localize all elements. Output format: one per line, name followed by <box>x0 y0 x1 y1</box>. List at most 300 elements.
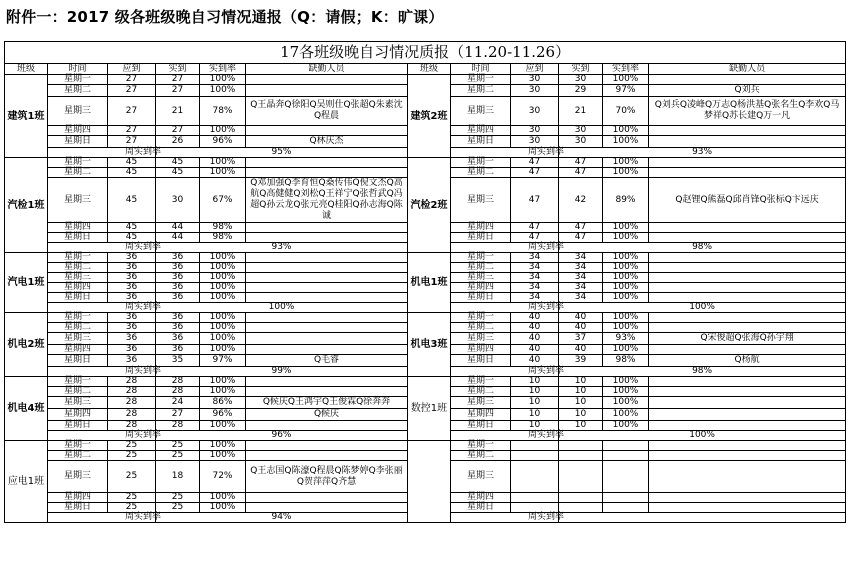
day-cell: 星期二 <box>451 323 511 333</box>
present-cell: 27 <box>156 126 200 136</box>
day-cell: 星期一 <box>48 75 108 85</box>
absent-cell <box>649 263 846 273</box>
day-cell: 星期二 <box>48 85 108 97</box>
absent-cell: Q王志国Q陈濠Q程晨Q陈梦婷Q李张丽Q贺萍萍Q齐慧 <box>246 461 408 493</box>
present-cell: 36 <box>156 333 200 345</box>
expected-cell: 36 <box>108 323 156 333</box>
day-cell: 星期四 <box>48 409 108 421</box>
day-cell: 星期一 <box>451 158 511 168</box>
rate-cell: 100% <box>200 168 246 178</box>
present-cell: 40 <box>559 323 603 333</box>
absent-cell: Q杨航 <box>649 355 846 367</box>
absent-cell <box>649 168 846 178</box>
absent-cell <box>649 75 846 85</box>
rate-cell: 100% <box>200 345 246 355</box>
rate-cell: 100% <box>200 313 246 323</box>
expected-cell: 28 <box>108 387 156 397</box>
expected-cell <box>511 441 559 451</box>
day-cell: 星期四 <box>48 493 108 503</box>
rate-cell: 100% <box>603 421 649 431</box>
present-cell: 25 <box>156 441 200 451</box>
weekly-rate-label <box>48 512 162 523</box>
present-cell: 44 <box>156 223 200 233</box>
table-row <box>5 75 846 85</box>
header-time: 时间 <box>48 64 108 75</box>
rate-cell: 100% <box>200 377 246 387</box>
present-cell: 40 <box>559 345 603 355</box>
present-cell: 34 <box>559 293 603 303</box>
header-rate: 实到率 <box>200 64 246 75</box>
absent-cell <box>246 158 408 168</box>
present-cell: 10 <box>559 409 603 421</box>
day-cell: 星期二 <box>48 387 108 397</box>
rate-cell: 100% <box>200 493 246 503</box>
day-cell: 星期四 <box>48 223 108 233</box>
table-row <box>5 253 846 263</box>
present-cell: 10 <box>559 397 603 409</box>
expected-cell: 47 <box>511 223 559 233</box>
rate-cell: 100% <box>603 253 649 263</box>
day-cell: 星期四 <box>451 223 511 233</box>
present-cell: 30 <box>559 136 603 148</box>
absent-cell <box>649 377 846 387</box>
present-cell: 21 <box>559 97 603 126</box>
expected-cell: 40 <box>511 355 559 367</box>
rate-cell: 100% <box>603 233 649 243</box>
rate-cell: 100% <box>200 126 246 136</box>
absent-cell <box>246 283 408 293</box>
present-cell: 28 <box>156 421 200 431</box>
weekly-rate-label-text: 周实到率 <box>125 147 162 157</box>
absent-cell <box>649 409 846 421</box>
absent-cell: Q候庆Q王鸿宇Q王俊霖Q徐奔奔 <box>246 397 408 409</box>
weekly-rate-label <box>48 366 162 377</box>
weekly-rate-label-text: 周实到率 <box>528 512 565 522</box>
absent-cell <box>649 461 846 493</box>
rate-cell: 100% <box>603 397 649 409</box>
present-cell: 34 <box>559 253 603 263</box>
rate-cell: 100% <box>603 283 649 293</box>
present-cell <box>559 451 603 461</box>
day-cell: 星期日 <box>48 233 108 243</box>
present-cell: 39 <box>559 355 603 367</box>
expected-cell: 45 <box>108 158 156 168</box>
absent-cell <box>246 293 408 303</box>
header-expected: 应到 <box>511 64 559 75</box>
class-name-cell: 汽电1班 <box>5 253 48 313</box>
day-cell: 星期三 <box>451 97 511 126</box>
absent-cell <box>246 345 408 355</box>
day-cell: 星期日 <box>48 355 108 367</box>
day-cell: 星期四 <box>48 126 108 136</box>
present-cell: 37 <box>559 333 603 345</box>
rate-cell: 100% <box>200 85 246 97</box>
rate-cell: 98% <box>200 223 246 233</box>
expected-cell: 25 <box>108 441 156 451</box>
present-cell <box>559 441 603 451</box>
day-cell: 星期三 <box>48 97 108 126</box>
expected-cell <box>511 461 559 493</box>
weekly-rate-value <box>559 513 846 523</box>
day-cell: 星期一 <box>48 158 108 168</box>
day-cell: 星期二 <box>48 323 108 333</box>
day-cell: 星期日 <box>48 293 108 303</box>
weekly-rate-label-text: 周实到率 <box>125 512 162 522</box>
present-cell: 27 <box>156 409 200 421</box>
expected-cell: 40 <box>511 323 559 333</box>
rate-cell: 86% <box>200 397 246 409</box>
absent-cell <box>649 283 846 293</box>
weekly-rate-label <box>451 302 565 313</box>
rate-cell: 72% <box>200 461 246 493</box>
absent-cell <box>649 293 846 303</box>
rate-cell: 100% <box>603 409 649 421</box>
present-cell: 40 <box>559 313 603 323</box>
rate-cell <box>603 461 649 493</box>
rate-cell: 100% <box>200 253 246 263</box>
day-cell: 星期三 <box>451 397 511 409</box>
present-cell: 47 <box>559 223 603 233</box>
expected-cell: 47 <box>511 158 559 168</box>
day-cell: 星期三 <box>48 178 108 223</box>
absent-cell <box>649 345 846 355</box>
present-cell: 25 <box>156 503 200 513</box>
weekly-rate-label <box>451 430 565 441</box>
present-cell: 30 <box>156 178 200 223</box>
expected-cell: 10 <box>511 387 559 397</box>
header-absent: 缺勤人员 <box>649 64 846 75</box>
day-cell: 星期三 <box>48 273 108 283</box>
day-cell: 星期二 <box>48 263 108 273</box>
present-cell: 10 <box>559 377 603 387</box>
absent-cell: Q刘兵 <box>649 85 846 97</box>
present-cell: 36 <box>156 345 200 355</box>
day-cell: 星期二 <box>451 263 511 273</box>
rate-cell: 100% <box>603 313 649 323</box>
absent-cell: Q宋俊超Q张海Q孙宇翔 <box>649 333 846 345</box>
expected-cell: 47 <box>511 233 559 243</box>
present-cell: 47 <box>559 168 603 178</box>
expected-cell: 27 <box>108 75 156 85</box>
absent-cell <box>246 313 408 323</box>
expected-cell: 25 <box>108 461 156 493</box>
absent-cell <box>649 441 846 451</box>
expected-cell: 36 <box>108 313 156 323</box>
present-cell: 34 <box>559 263 603 273</box>
present-cell <box>559 461 603 493</box>
rate-cell: 100% <box>603 126 649 136</box>
rate-cell: 98% <box>200 233 246 243</box>
class-name-cell: 建筑1班 <box>5 75 48 158</box>
absent-cell <box>246 233 408 243</box>
day-cell: 星期二 <box>451 451 511 461</box>
expected-cell: 25 <box>108 493 156 503</box>
rate-cell: 89% <box>603 178 649 223</box>
present-cell: 35 <box>156 355 200 367</box>
header-present: 实到 <box>559 64 603 75</box>
class-name-cell: 汽检2班 <box>408 158 451 253</box>
absent-cell <box>246 377 408 387</box>
expected-cell: 34 <box>511 283 559 293</box>
expected-cell <box>511 493 559 503</box>
present-cell <box>559 503 603 513</box>
day-cell: 星期日 <box>48 503 108 513</box>
absent-cell <box>246 75 408 85</box>
rate-cell: 96% <box>200 409 246 421</box>
absent-cell: Q刘兵Q凌峰Q万志Q杨洪基Q张名生Q李欢Q马梦祥Q苏长建Q万一凡 <box>649 97 846 126</box>
absent-cell: Q王晶奔Q徐阳Q吴则仕Q张超Q朱素沈Q程晨 <box>246 97 408 126</box>
day-cell: 星期日 <box>48 136 108 148</box>
day-cell: 星期日 <box>451 355 511 367</box>
expected-cell: 28 <box>108 397 156 409</box>
expected-cell: 30 <box>511 75 559 85</box>
class-name-cell: 数控1班 <box>408 377 451 441</box>
expected-cell: 40 <box>511 345 559 355</box>
day-cell: 星期二 <box>451 168 511 178</box>
day-cell: 星期四 <box>451 345 511 355</box>
expected-cell: 28 <box>108 421 156 431</box>
rate-cell: 100% <box>603 75 649 85</box>
day-cell: 星期日 <box>451 233 511 243</box>
rate-cell: 70% <box>603 97 649 126</box>
rate-cell: 100% <box>200 158 246 168</box>
day-cell: 星期四 <box>48 283 108 293</box>
absent-cell <box>649 223 846 233</box>
expected-cell: 25 <box>108 451 156 461</box>
day-cell: 星期三 <box>451 333 511 345</box>
rate-cell: 100% <box>200 283 246 293</box>
weekly-rate-label <box>48 430 162 441</box>
present-cell: 27 <box>156 85 200 97</box>
expected-cell: 27 <box>108 85 156 97</box>
absent-cell: Q赵锂Q熊磊Q邱肖锋Q张标Q卞远庆 <box>649 178 846 223</box>
rate-cell: 100% <box>603 168 649 178</box>
day-cell: 星期一 <box>48 377 108 387</box>
day-cell: 星期三 <box>451 461 511 493</box>
day-cell: 星期三 <box>48 397 108 409</box>
header-rate: 实到率 <box>603 64 649 75</box>
present-cell: 30 <box>559 75 603 85</box>
day-cell: 星期日 <box>451 136 511 148</box>
table-row <box>5 377 846 387</box>
expected-cell: 36 <box>108 283 156 293</box>
present-cell: 44 <box>156 233 200 243</box>
absent-cell <box>246 421 408 431</box>
day-cell: 星期一 <box>48 313 108 323</box>
weekly-rate-label <box>451 366 565 377</box>
expected-cell: 36 <box>108 355 156 367</box>
table-row <box>5 158 846 168</box>
class-name-cell: 建筑2班 <box>408 75 451 158</box>
present-cell: 29 <box>559 85 603 97</box>
weekly-rate-label-text: 周实到率 <box>528 430 565 440</box>
rate-cell: 100% <box>200 387 246 397</box>
rate-cell: 100% <box>603 273 649 283</box>
rate-cell <box>603 441 649 451</box>
expected-cell: 30 <box>511 85 559 97</box>
class-name-cell: 机电3班 <box>408 313 451 377</box>
header-class: 班级 <box>5 64 48 75</box>
absent-cell <box>246 263 408 273</box>
day-cell: 星期四 <box>451 409 511 421</box>
present-cell: 18 <box>156 461 200 493</box>
rate-cell: 97% <box>200 355 246 367</box>
class-name-cell: 机电2班 <box>5 313 48 377</box>
rate-cell: 67% <box>200 178 246 223</box>
weekly-rate-value: 99% <box>156 367 408 377</box>
weekly-rate-label <box>451 147 565 158</box>
expected-cell: 36 <box>108 263 156 273</box>
absent-cell <box>649 397 846 409</box>
present-cell: 28 <box>156 377 200 387</box>
expected-cell: 10 <box>511 409 559 421</box>
header-row <box>5 64 846 75</box>
header-time: 时间 <box>451 64 511 75</box>
rate-cell: 78% <box>200 97 246 126</box>
class-name-cell: 汽检1班 <box>5 158 48 253</box>
absent-cell <box>246 441 408 451</box>
absent-cell <box>649 158 846 168</box>
absent-cell <box>246 323 408 333</box>
day-cell: 星期一 <box>451 75 511 85</box>
rate-cell: 100% <box>603 345 649 355</box>
rate-cell: 100% <box>603 223 649 233</box>
rate-cell: 100% <box>200 421 246 431</box>
absent-cell <box>246 451 408 461</box>
expected-cell: 36 <box>108 293 156 303</box>
expected-cell: 36 <box>108 253 156 263</box>
present-cell: 25 <box>156 493 200 503</box>
day-cell: 星期一 <box>48 441 108 451</box>
day-cell: 星期一 <box>451 313 511 323</box>
day-cell: 星期一 <box>48 253 108 263</box>
absent-cell <box>246 168 408 178</box>
present-cell: 47 <box>559 233 603 243</box>
absent-cell: Q候庆 <box>246 409 408 421</box>
absent-cell <box>649 233 846 243</box>
expected-cell: 34 <box>511 253 559 263</box>
day-cell: 星期一 <box>451 253 511 263</box>
present-cell: 36 <box>156 293 200 303</box>
rate-cell: 97% <box>603 85 649 97</box>
present-cell: 25 <box>156 451 200 461</box>
absent-cell <box>649 313 846 323</box>
present-cell: 28 <box>156 387 200 397</box>
rate-cell <box>603 451 649 461</box>
day-cell: 星期四 <box>451 493 511 503</box>
weekly-rate-label-text: 周实到率 <box>528 366 565 376</box>
class-name-cell <box>408 441 451 523</box>
rate-cell: 100% <box>603 377 649 387</box>
present-cell: 36 <box>156 323 200 333</box>
present-cell: 42 <box>559 178 603 223</box>
weekly-rate-value: 93% <box>156 243 408 253</box>
expected-cell: 28 <box>108 409 156 421</box>
absent-cell <box>246 333 408 345</box>
absent-cell: Q林庆杰 <box>246 136 408 148</box>
absent-cell <box>649 387 846 397</box>
header-present: 实到 <box>156 64 200 75</box>
present-cell: 27 <box>156 75 200 85</box>
absent-cell <box>246 273 408 283</box>
rate-cell: 100% <box>200 323 246 333</box>
absent-cell <box>649 503 846 513</box>
absent-cell <box>246 387 408 397</box>
expected-cell: 28 <box>108 377 156 387</box>
table-title: 17各班级晚自习情况质报（11.20-11.26） <box>5 42 846 64</box>
rate-cell: 98% <box>603 355 649 367</box>
day-cell: 星期三 <box>48 333 108 345</box>
day-cell: 星期一 <box>451 377 511 387</box>
expected-cell: 30 <box>511 136 559 148</box>
weekly-rate-value: 100% <box>156 303 408 313</box>
absent-cell <box>649 323 846 333</box>
absent-cell <box>649 126 846 136</box>
expected-cell: 40 <box>511 313 559 323</box>
day-cell: 星期日 <box>451 503 511 513</box>
absent-cell <box>246 503 408 513</box>
expected-cell: 36 <box>108 345 156 355</box>
rate-cell <box>603 493 649 503</box>
expected-cell: 34 <box>511 263 559 273</box>
day-cell: 星期三 <box>48 461 108 493</box>
table-row <box>5 313 846 323</box>
present-cell: 10 <box>559 387 603 397</box>
present-cell: 21 <box>156 97 200 126</box>
absent-cell <box>649 451 846 461</box>
day-cell: 星期三 <box>451 178 511 223</box>
expected-cell: 27 <box>108 136 156 148</box>
expected-cell: 27 <box>108 126 156 136</box>
day-cell: 星期二 <box>451 387 511 397</box>
expected-cell: 36 <box>108 273 156 283</box>
expected-cell: 45 <box>108 223 156 233</box>
weekly-rate-value: 98% <box>559 367 846 377</box>
present-cell <box>559 493 603 503</box>
weekly-rate-label-text: 周实到率 <box>528 147 565 157</box>
present-cell: 10 <box>559 421 603 431</box>
day-cell: 星期四 <box>48 345 108 355</box>
rate-cell: 100% <box>603 323 649 333</box>
expected-cell: 45 <box>108 233 156 243</box>
attendance-report-table <box>4 41 846 523</box>
weekly-rate-label-text: 周实到率 <box>528 242 565 252</box>
day-cell: 星期二 <box>48 451 108 461</box>
expected-cell <box>511 451 559 461</box>
present-cell: 45 <box>156 168 200 178</box>
present-cell: 47 <box>559 158 603 168</box>
class-name-cell: 机电4班 <box>5 377 48 441</box>
expected-cell: 34 <box>511 293 559 303</box>
day-cell: 星期日 <box>451 421 511 431</box>
absent-cell <box>246 253 408 263</box>
present-cell: 34 <box>559 273 603 283</box>
expected-cell: 34 <box>511 273 559 283</box>
weekly-rate-value: 100% <box>559 431 846 441</box>
expected-cell: 40 <box>511 333 559 345</box>
expected-cell: 27 <box>108 97 156 126</box>
weekly-rate-label-text: 周实到率 <box>125 242 162 252</box>
day-cell: 星期日 <box>48 421 108 431</box>
absent-cell <box>649 421 846 431</box>
expected-cell: 45 <box>108 168 156 178</box>
absent-cell <box>246 223 408 233</box>
header-class: 班级 <box>408 64 451 75</box>
present-cell: 24 <box>156 397 200 409</box>
rate-cell: 100% <box>200 333 246 345</box>
present-cell: 26 <box>156 136 200 148</box>
rate-cell: 100% <box>200 75 246 85</box>
